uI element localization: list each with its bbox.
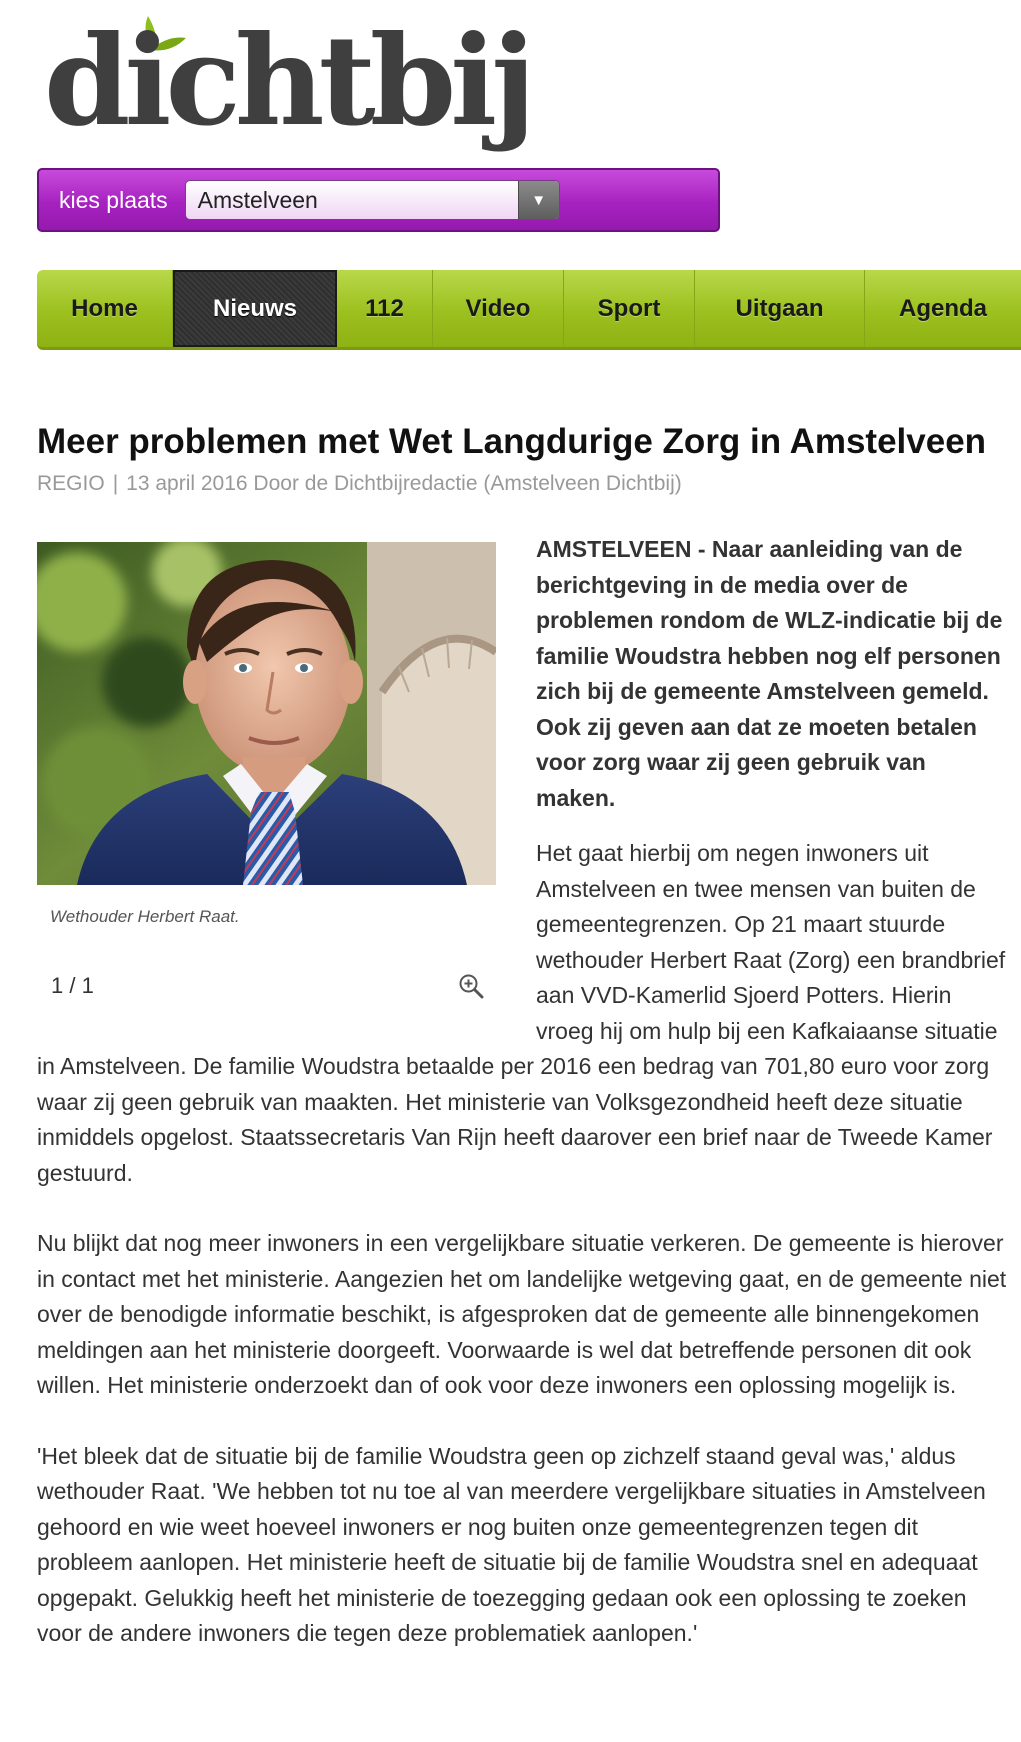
triangle-down-icon[interactable]: ▼ bbox=[518, 181, 559, 219]
article-paragraph-3: 'Het bleek dat de situatie bij de familie Woudstra geen op zichzelf staand geval was,' aldus wethouder Raat. 'We hebben tot nu toe al van meerdere vergelijkbare situaties in Amstelveen gehoord en wie weet hoeveel inwoners er nog buiten onze gemeentegrenzen tegen dit probleem aanlopen. Het ministerie heeft de situatie bij de familie Woudstra snel en adequaat opgepakt. Gelukkig heeft het ministerie de toezegging gedaan ook een oplossing te zoeken voor de andere inwoners die tegen deze problematiek aanlopen.' bbox=[37, 1442, 986, 1646]
place-picker-label: kies plaats bbox=[59, 186, 168, 213]
article-lead: AMSTELVEEN - Naar aanleiding van de berichtgeving in de media over de problemen rondom de WLZ-indicatie bij de familie Woudstra hebben nog elf personen zich bij de gemeente Amstelveen gemeld. Ook zij geven aan dat ze moeten betalen voor zorg waar zij geen gebruik van maken. bbox=[536, 536, 1003, 811]
dichtbij-logo-icon bbox=[44, 6, 544, 156]
place-picker bbox=[37, 168, 720, 232]
photo-gallery-controls bbox=[37, 973, 496, 999]
gallery-counter: 1 / 1 bbox=[51, 973, 94, 998]
article-title: Meer problemen met Wet Langdurige Zorg in Amstelveen bbox=[37, 422, 987, 461]
site-logo[interactable] bbox=[44, 6, 544, 156]
article-media bbox=[37, 542, 496, 999]
place-select[interactable] bbox=[185, 180, 560, 220]
article bbox=[37, 418, 1007, 1652]
nav-tab-sport[interactable]: Sport bbox=[564, 270, 695, 347]
nav-tab-agenda[interactable]: Agenda bbox=[898, 294, 987, 322]
nav-tab-uitgaan[interactable]: Uitgaan bbox=[695, 270, 865, 347]
photo-caption: Wethouder Herbert Raat. bbox=[50, 907, 240, 926]
place-select-value: Amstelveen bbox=[197, 186, 318, 213]
nav-tab-112[interactable]: 112 bbox=[337, 270, 433, 347]
article-category[interactable]: REGIO bbox=[37, 472, 105, 495]
article-meta bbox=[37, 472, 1007, 496]
nav-tab-video[interactable]: Video bbox=[433, 270, 564, 347]
nav-tab-nieuws[interactable]: Nieuws bbox=[173, 270, 337, 347]
zoom-in-icon[interactable] bbox=[458, 973, 484, 999]
article-photo[interactable] bbox=[37, 542, 496, 885]
main-nav bbox=[37, 270, 1021, 350]
article-byline: 13 april 2016 Door de Dichtbijredactie (Amstelveen Dichtbij) bbox=[126, 472, 682, 495]
article-paragraph-2: Nu blijkt dat nog meer inwoners in een vergelijkbare situatie verkeren. De gemeente is hierover in contact met het ministerie. Aangezien het om landelijke wetgeving gaat, en de gemeente niet over de benodigde informatie beschikt, is afgesproken dat de gemeente alle binnengekomen meldingen aan het ministerie doorgeeft. Voorwaarde is wel dat betreffende personen dit ook willen. Het ministerie onderzoekt dan of ook voor deze inwoners een oplossing mogelijk is. bbox=[37, 1230, 1007, 1398]
logo-wordmark: dichtbij bbox=[44, 9, 530, 154]
nav-tab-home[interactable]: Home bbox=[37, 270, 173, 347]
meta-separator: | bbox=[112, 472, 119, 495]
article-paragraph-1: Het gaat hierbij om negen inwoners uit Amstelveen en twee mensen van buiten de gemeentegrenzen. Op 21 maart stuurde wethouder Herbert Raat (Zorg) een brandbrief aan VVD-Kamerlid Sjoerd Potters. Hierin vroeg hij om hulp bij een Kafkaiaanse situatie in Amstelveen. De familie Woudstra betaalde per 2016 een bedrag van 701,80 euro voor zorg waar zij geen gebruik van maakten. Het ministerie van Volksgezondheid heeft deze situatie inmiddels opgelost. Staatssecretaris Van Rijn heeft daarover een brief naar de Tweede Kamer gestuurd. bbox=[37, 840, 1006, 1186]
